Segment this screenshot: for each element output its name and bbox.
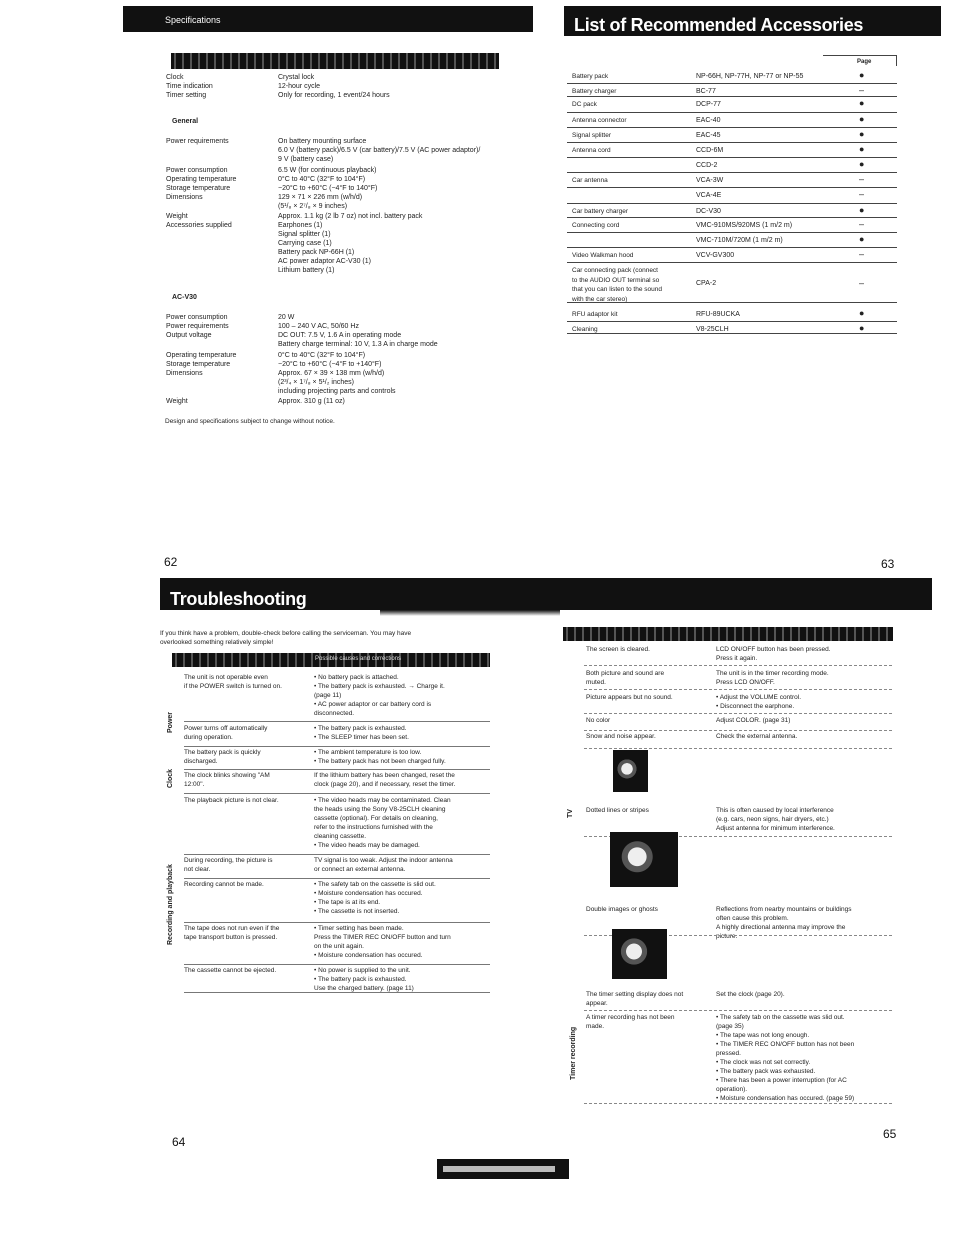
accessory-row-rule bbox=[567, 232, 897, 233]
accessory-page-mark: ● bbox=[859, 234, 865, 244]
trouble-row-rule bbox=[584, 748, 892, 749]
p62-row-value: Crystal lock bbox=[278, 74, 315, 81]
p62-row-value: 20 W 100 – 240 V AC, 50/60 Hz DC OUT: 7.5 V, 1.6 A in operating mode Battery charge terminal: 10 V, 1.3 A in charge mode bbox=[278, 314, 438, 348]
p63-page-number: 63 bbox=[881, 557, 895, 571]
trouble-cause: • The safety tab on the cassette is slid out. • Moisture condensation has occured. • The tape is at its end. • The cassette is not inserted. bbox=[314, 881, 436, 915]
accessory-model: CCD-6M bbox=[696, 147, 724, 154]
accessory-item: Cleaning bbox=[572, 326, 598, 333]
p62-row-label: Timer setting bbox=[166, 92, 207, 99]
accessory-item: Antenna connector bbox=[572, 117, 627, 124]
trouble-row-rule bbox=[184, 793, 490, 794]
accessory-row-rule bbox=[567, 96, 897, 97]
accessory-row-rule bbox=[567, 247, 897, 248]
p62-acv30-heading: AC-V30 bbox=[172, 294, 197, 301]
p62-page-number: 62 bbox=[164, 555, 178, 569]
accessory-model: DC-V30 bbox=[696, 208, 721, 215]
trouble-symptom: Both picture and sound are muted. bbox=[586, 670, 665, 686]
p62-row-label: Power consumption Operating temperature Storage temperature Dimensions bbox=[166, 167, 237, 201]
accessory-item: Video Walkman hood bbox=[572, 252, 634, 259]
trouble-cause: • The ambient temperature is too low. • The battery pack has not been charged fully. bbox=[314, 749, 446, 765]
trouble-cause: • The safety tab on the cassette was slid out. (page 35) • The tape was not long enough. • The TIMER REC ON/OFF button has not been pressed. • The clock was not set correctly. • The battery pack was exhausted. • There has been a power interruption (for AC operation). • Moisture condensation has occured. (page 59) bbox=[716, 1014, 855, 1102]
trouble-symptom: The unit is not operable even if the POWER switch is turned on. bbox=[184, 674, 282, 690]
accessory-model: CPA-2 bbox=[696, 280, 717, 287]
p62-footnote: Design and specifications subject to change without notice. bbox=[165, 418, 335, 425]
p62-row-value: 12-hour cycle bbox=[278, 83, 321, 90]
accessory-row-rule bbox=[567, 112, 897, 113]
trouble-cause: • No power is supplied to the unit. • The battery pack is exhausted. Use the charged battery. (page 11) bbox=[314, 967, 414, 992]
trouble-cause: Check the external antenna. bbox=[716, 733, 798, 740]
accessory-model: EAC-45 bbox=[696, 132, 721, 139]
trouble-row-rule bbox=[584, 665, 892, 666]
accessory-item: DC pack bbox=[572, 101, 597, 108]
p62-row-label: Power consumption Power requirements Output voltage bbox=[166, 314, 229, 339]
accessory-row-rule bbox=[567, 157, 897, 158]
trouble-row-rule bbox=[584, 1010, 892, 1011]
accessory-model: VCV-GV300 bbox=[696, 252, 735, 259]
trouble-row-rule bbox=[584, 713, 892, 714]
trouble-cause: • The battery pack is exhausted. • The SLEEP timer has been set. bbox=[314, 725, 409, 741]
trouble-cause: This is often caused by local interference (e.g. cars, neon signs, hair dryers, etc.) Adjust antenna for minimum interference. bbox=[716, 807, 835, 832]
trouble-symptom: No color bbox=[586, 717, 611, 724]
p64-table-header-bar bbox=[172, 653, 490, 667]
accessory-row-rule bbox=[567, 127, 897, 128]
p62-row-label: Power requirements bbox=[166, 138, 229, 145]
p64-table-header-label: Possible causes and corrections bbox=[315, 656, 402, 662]
trouble-cause: • No battery pack is attached. • The battery pack is exhausted. → Charge it. (page 11) • AC power adaptor or car battery cord is disconnected. bbox=[314, 674, 445, 717]
p62-row-value: Approx. 310 g (11 oz) bbox=[278, 398, 345, 405]
p63-page-col-header: Page bbox=[857, 59, 872, 65]
accessory-item: RFU adaptor kit bbox=[572, 311, 618, 318]
trouble-symptom: The battery pack is quickly discharged. bbox=[184, 749, 261, 765]
trouble-cause: LCD ON/OFF button has been pressed. Press it again. bbox=[716, 646, 831, 662]
accessory-item: Battery pack bbox=[572, 73, 609, 80]
p62-row-label: Clock bbox=[166, 74, 184, 81]
accessory-item: Car antenna bbox=[572, 177, 608, 184]
accessory-item: Connecting cord bbox=[572, 222, 620, 229]
trouble-row-rule bbox=[184, 854, 490, 855]
p62-row-value: Approx. 1.1 kg (2 lb 7 oz) not incl. battery pack Earphones (1) Signal splitter (1) Carrying case (1) Battery pack NP-66H (1) AC power adaptor AC-V30 (1) Lithium battery (1) bbox=[278, 213, 423, 274]
trouble-row-rule bbox=[584, 1103, 892, 1104]
tv-screen-ghost-photo bbox=[612, 929, 667, 979]
p62-general-heading: General bbox=[172, 118, 199, 125]
p62-header-bar bbox=[123, 6, 533, 32]
trouble-symptom: During recording, the picture is not clear. bbox=[184, 857, 273, 873]
trouble-symptom: Picture appears but no sound. bbox=[586, 694, 673, 701]
accessory-page-mark: – bbox=[859, 249, 865, 259]
p62-decorative-band bbox=[171, 53, 499, 69]
trouble-cause: If the lithium battery has been changed, reset the clock (page 20), and if necessary, reset the timer. bbox=[314, 772, 456, 788]
p64-section-clock: Clock bbox=[167, 768, 174, 788]
accessory-item: Car battery charger bbox=[572, 208, 628, 215]
trouble-symptom: The cassette cannot be ejected. bbox=[184, 967, 277, 974]
accessory-model: VCA-4E bbox=[696, 192, 722, 199]
accessory-page-mark: ● bbox=[859, 98, 865, 108]
accessory-page-mark: – bbox=[859, 189, 865, 199]
trouble-symptom: Snow and noise appear. bbox=[586, 733, 656, 740]
p64-header-notch bbox=[380, 610, 560, 616]
accessory-row-rule bbox=[567, 321, 897, 322]
p62-row-value: 6.5 W (for continuous playback) 0°C to 40°C (32°F to 104°F) −20°C to +60°C (−4°F to 140°F) 129 × 71 × 226 mm (w/h/d) (5¹/₈ × 2⁷/₈ × 9 inches) bbox=[278, 167, 378, 210]
accessory-page-mark: ● bbox=[859, 114, 865, 124]
p63-header-bar bbox=[564, 6, 941, 36]
trouble-symptom: The tape does not run even if the tape transport button is pressed. bbox=[184, 925, 280, 941]
p64-header-title: Troubleshooting bbox=[170, 589, 307, 609]
accessory-page-mark: ● bbox=[859, 159, 865, 169]
accessory-item: Signal splitter bbox=[572, 132, 612, 139]
accessory-model: VMC-710M/720M (1 m/2 m) bbox=[696, 237, 783, 244]
trouble-row-rule bbox=[184, 964, 490, 965]
accessory-model: NP-66H, NP-77H, NP-77 or NP-55 bbox=[696, 73, 804, 80]
p62-row-value: On battery mounting surface 6.0 V (battery pack)/6.5 V (car battery)/7.5 V (AC power adaptor)/ 9 V (battery case) bbox=[278, 138, 481, 163]
p62-row-label: Operating temperature Storage temperature Dimensions bbox=[166, 352, 237, 377]
trouble-row-rule bbox=[184, 878, 490, 879]
p62-row-value: Only for recording, 1 event/24 hours bbox=[278, 92, 390, 99]
p64-intro: If you think have a problem, double-check before calling the serviceman. You may have overlooked something relatively simple! bbox=[160, 630, 412, 646]
accessory-model: DCP-77 bbox=[696, 101, 721, 108]
tv-screen-stripes-photo bbox=[610, 832, 678, 887]
accessory-item: Car connecting pack (connect to the AUDIO OUT terminal so that you can listen to the sound with the car stereo) bbox=[572, 267, 662, 303]
p63-page-col-box bbox=[823, 55, 897, 66]
trouble-symptom: Power turns off automatically during operation. bbox=[184, 725, 268, 741]
accessory-row-rule bbox=[567, 302, 897, 303]
trouble-cause: The unit is in the timer recording mode. Press LCD ON/OFF. bbox=[716, 670, 829, 686]
trouble-symptom: The playback picture is not clear. bbox=[184, 797, 279, 804]
p65-section-timer: Timer recording bbox=[570, 1026, 577, 1080]
p64-header-bar bbox=[160, 578, 932, 610]
p62-row-label: Weight bbox=[166, 398, 188, 405]
accessory-model: VCA-3W bbox=[696, 177, 724, 184]
trouble-cause: Adjust COLOR. (page 31) bbox=[716, 717, 791, 724]
bottom-decorative-tab-inner bbox=[443, 1166, 555, 1172]
trouble-symptom: The screen is cleared. bbox=[586, 646, 650, 653]
p62-row-label: Weight Accessories supplied bbox=[166, 213, 232, 229]
trouble-symptom: The clock blinks showing "AM 12:00". bbox=[184, 772, 270, 788]
p65-table-header-bar bbox=[563, 627, 893, 641]
trouble-symptom: The timer setting display does not appear. bbox=[586, 991, 684, 1007]
accessory-model: V8-25CLH bbox=[696, 326, 729, 333]
p62-row-value: 0°C to 40°C (32°F to 104°F) −20°C to +60°C (−4°F to +140°F) Approx. 67 × 39 × 138 mm (w/h/d) (2³/₄ × 1⁷/₈ × 5¹/₂ inches) including projecting parts and controls bbox=[278, 352, 396, 395]
accessory-page-mark: ● bbox=[859, 129, 865, 139]
accessory-model: EAC-40 bbox=[696, 117, 721, 124]
trouble-symptom: Dotted lines or stripes bbox=[586, 807, 649, 814]
trouble-row-rule bbox=[184, 992, 490, 993]
accessory-model: VMC-910MS/920MS (1 m/2 m) bbox=[696, 222, 793, 229]
trouble-symptom: A timer recording has not been made. bbox=[586, 1014, 675, 1030]
trouble-row-rule bbox=[584, 730, 892, 731]
accessory-item: Antenna cord bbox=[572, 147, 611, 154]
accessory-model: BC-77 bbox=[696, 88, 716, 95]
trouble-cause: Reflections from nearby mountains or buildings often cause this problem. A highly directional antenna may improve the picture. bbox=[716, 906, 852, 940]
accessory-page-mark: ● bbox=[859, 70, 865, 80]
accessory-row-rule bbox=[567, 333, 897, 334]
trouble-row-rule bbox=[184, 721, 490, 722]
accessory-row-rule bbox=[567, 217, 897, 218]
accessory-page-mark: ● bbox=[859, 308, 865, 318]
accessory-page-mark: ● bbox=[859, 144, 865, 154]
trouble-cause: TV signal is too weak. Adjust the indoor antenna or connect an external antenna. bbox=[314, 857, 453, 873]
trouble-row-rule bbox=[184, 769, 490, 770]
accessory-row-rule bbox=[567, 262, 897, 263]
p62-header-title: Specifications bbox=[165, 15, 221, 25]
p63-header-title: List of Recommended Accessories bbox=[574, 15, 864, 35]
p65-page-number: 65 bbox=[883, 1127, 897, 1141]
accessory-page-mark: – bbox=[859, 174, 865, 184]
trouble-symptom: Recording cannot be made. bbox=[184, 881, 264, 888]
p64-section-recording: Recording and playback bbox=[167, 864, 174, 945]
accessory-row-rule bbox=[567, 203, 897, 204]
p65-section-tv: TV bbox=[567, 809, 574, 818]
accessory-page-mark: – bbox=[859, 278, 865, 288]
trouble-symptom: Double images or ghosts bbox=[586, 906, 658, 913]
trouble-row-rule bbox=[184, 746, 490, 747]
accessory-model: RFU-89UCKA bbox=[696, 311, 740, 318]
accessory-model: CCD-2 bbox=[696, 162, 718, 169]
accessory-page-mark: ● bbox=[859, 323, 865, 333]
accessory-page-mark: – bbox=[859, 85, 865, 95]
trouble-row-rule bbox=[584, 689, 892, 690]
trouble-cause: • The video heads may be contaminated. Clean the heads using the Sony V8-25CLH cleaning cassette (optional). For details on cleaning, refer to the instructions furnished with the cleaning cassette. • The video heads may be damaged. bbox=[314, 797, 451, 849]
p64-section-power: Power bbox=[167, 711, 174, 733]
accessory-page-mark: – bbox=[859, 219, 865, 229]
trouble-row-rule bbox=[184, 922, 490, 923]
tv-screen-snow-photo bbox=[613, 750, 648, 792]
trouble-cause: Set the clock (page 20). bbox=[716, 991, 785, 998]
trouble-cause: • Timer setting has been made. Press the TIMER REC ON/OFF button and turn on the unit again. • Moisture condensation has occured. bbox=[314, 925, 451, 959]
trouble-cause: • Adjust the VOLUME control. • Disconnect the earphone. bbox=[716, 694, 802, 710]
accessory-row-rule bbox=[567, 83, 897, 84]
accessory-item: Battery charger bbox=[572, 88, 617, 95]
p62-row-label: Time indication bbox=[166, 83, 213, 90]
p64-page-number: 64 bbox=[172, 1135, 186, 1149]
accessory-row-rule bbox=[567, 187, 897, 188]
accessory-page-mark: ● bbox=[859, 205, 865, 215]
accessory-row-rule bbox=[567, 142, 897, 143]
accessory-row-rule bbox=[567, 172, 897, 173]
